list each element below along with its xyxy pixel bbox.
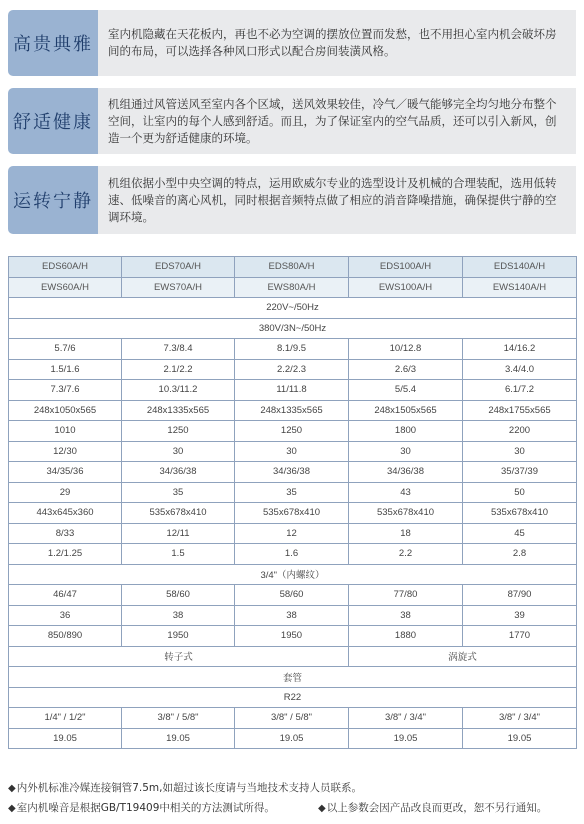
table-cell: 10/12.8 — [349, 339, 463, 360]
pipe-size: 3/8" / 3/4" — [463, 708, 577, 729]
table-row — [9, 585, 577, 606]
table-cell: 248x1755x565 — [463, 400, 577, 421]
table-cell: 35/37/39 — [463, 462, 577, 483]
footnote-text: 室内机噪音是根据GB/T19409中相关的方法测试所得。 — [16, 802, 275, 814]
table-cell: 10.3/11.2 — [122, 380, 235, 401]
outdoor-model: EWS60A/H — [9, 277, 122, 298]
table-row — [9, 359, 577, 380]
table-cell: 2200 — [463, 421, 577, 442]
table-row — [9, 441, 577, 462]
drain-pipe: 3/4"（内螺纹） — [9, 564, 577, 585]
pipe-size: 3/8" / 5/8" — [122, 708, 235, 729]
table-cell: 30 — [349, 441, 463, 462]
table-cell: 35 — [122, 482, 235, 503]
table-cell: 46/47 — [9, 585, 122, 606]
table-cell: 19.05 — [349, 728, 463, 749]
table-cell: 11/11.8 — [235, 380, 349, 401]
table-cell: 34/35/36 — [9, 462, 122, 483]
outdoor-model: EWS70A/H — [122, 277, 235, 298]
table-cell: 38 — [235, 605, 349, 626]
feature-title: 舒适健康 — [8, 88, 98, 154]
table-row — [9, 339, 577, 360]
table-row — [9, 667, 577, 688]
table-cell: 12 — [235, 523, 349, 544]
table-cell: 30 — [235, 441, 349, 462]
indoor-model: EDS70A/H — [122, 257, 235, 278]
power-outdoor: 380V/3N~/50Hz — [9, 318, 577, 339]
table-cell: 45 — [463, 523, 577, 544]
table-cell: 1950 — [235, 626, 349, 647]
table-cell: 1010 — [9, 421, 122, 442]
table-cell: 34/36/38 — [349, 462, 463, 483]
table-cell: 35 — [235, 482, 349, 503]
table-cell: 19.05 — [9, 728, 122, 749]
table-cell: 248x1505x565 — [349, 400, 463, 421]
table-row — [9, 400, 577, 421]
table-row — [9, 503, 577, 524]
table-cell: 248x1050x565 — [9, 400, 122, 421]
feature-description: 室内机隐藏在天花板内，再也不必为空调的摆放位置而发愁，也不用担心室内机会破坏房间的布局，可以选择各种风口形式以配合房间装潢风格。 — [98, 10, 576, 76]
feature-description: 机组通过风管送风至室内各个区域，送风效果较佳，冷气／暖气能够完全均匀地分布整个空间，让室内的每个人感到舒适。而且，为了保证室内的空气品质，还可以引入新风，创造一个更为舒适健康的环境。 — [98, 88, 576, 154]
table-cell: 1250 — [122, 421, 235, 442]
table-cell: 77/80 — [349, 585, 463, 606]
table-cell: 1880 — [349, 626, 463, 647]
pipe-size: 1/4" / 1/2" — [9, 708, 122, 729]
table-cell: 535x678x410 — [463, 503, 577, 524]
compressor-rotor: 转子式 — [9, 646, 349, 667]
table-cell: 19.05 — [122, 728, 235, 749]
table-cell: 2.8 — [463, 544, 577, 565]
table-cell: 5.7/6 — [9, 339, 122, 360]
bullet-icon: ◆ — [318, 803, 326, 814]
table-cell: 38 — [349, 605, 463, 626]
indoor-model: EDS80A/H — [235, 257, 349, 278]
table-cell: 1.6 — [235, 544, 349, 565]
table-cell: 535x678x410 — [349, 503, 463, 524]
table-cell: 8.1/9.5 — [235, 339, 349, 360]
table-row — [9, 687, 577, 708]
table-cell: 248x1335x565 — [122, 400, 235, 421]
compressor-scroll: 涡旋式 — [349, 646, 577, 667]
table-cell: 1770 — [463, 626, 577, 647]
table-cell: 443x645x360 — [9, 503, 122, 524]
table-cell: 1.5 — [122, 544, 235, 565]
table-cell: 18 — [349, 523, 463, 544]
indoor-model: EDS100A/H — [349, 257, 463, 278]
table-row — [9, 257, 577, 278]
table-cell: 29 — [9, 482, 122, 503]
table-cell: 3.4/4.0 — [463, 359, 577, 380]
table-row — [9, 298, 577, 319]
table-cell: 34/36/38 — [122, 462, 235, 483]
table-cell: 19.05 — [235, 728, 349, 749]
table-cell: 1.2/1.25 — [9, 544, 122, 565]
bullet-icon: ◆ — [8, 803, 16, 814]
table-cell: 850/890 — [9, 626, 122, 647]
table-cell: 6.1/7.2 — [463, 380, 577, 401]
feature-title: 运转宁静 — [8, 166, 98, 234]
feature-quiet — [8, 166, 576, 234]
footnote-text: 以上参数会因产品改良而更改，恕不另行通知。 — [326, 802, 548, 814]
footnote-noise — [8, 800, 275, 815]
table-cell: 34/36/38 — [235, 462, 349, 483]
feature-healthy — [8, 88, 576, 154]
feature-elegant — [8, 10, 576, 76]
table-row — [9, 318, 577, 339]
table-cell: 87/90 — [463, 585, 577, 606]
bullet-icon: ◆ — [8, 783, 16, 794]
table-cell: 248x1335x565 — [235, 400, 349, 421]
table-cell: 2.1/2.2 — [122, 359, 235, 380]
table-cell: 50 — [463, 482, 577, 503]
connection-type: 套管 — [9, 667, 577, 688]
table-cell: 8/33 — [9, 523, 122, 544]
outdoor-model: EWS140A/H — [463, 277, 577, 298]
table-row — [9, 462, 577, 483]
table-row — [9, 421, 577, 442]
spec-table — [8, 256, 577, 749]
table-cell: 5/5.4 — [349, 380, 463, 401]
table-row — [9, 523, 577, 544]
pipe-size: 3/8" / 5/8" — [235, 708, 349, 729]
table-cell: 1950 — [122, 626, 235, 647]
table-row — [9, 564, 577, 585]
table-cell: 14/16.2 — [463, 339, 577, 360]
table-row — [9, 277, 577, 298]
table-row — [9, 728, 577, 749]
footnote-pipe-length — [8, 780, 362, 795]
table-cell: 1800 — [349, 421, 463, 442]
table-cell: 43 — [349, 482, 463, 503]
table-cell: 38 — [122, 605, 235, 626]
table-cell: 535x678x410 — [122, 503, 235, 524]
table-cell: 2.6/3 — [349, 359, 463, 380]
table-row — [9, 646, 577, 667]
table-cell: 30 — [463, 441, 577, 462]
footnote-text: 内外机标准冷媒连接铜管7.5m,如超过该长度请与当地技术支持人员联系。 — [16, 782, 362, 794]
table-cell: 2.2/2.3 — [235, 359, 349, 380]
pipe-size: 3/8" / 3/4" — [349, 708, 463, 729]
table-cell: 1250 — [235, 421, 349, 442]
table-cell: 12/30 — [9, 441, 122, 462]
indoor-model: EDS140A/H — [463, 257, 577, 278]
table-cell: 58/60 — [235, 585, 349, 606]
table-cell: 2.2 — [349, 544, 463, 565]
indoor-model: EDS60A/H — [9, 257, 122, 278]
table-row — [9, 482, 577, 503]
table-row — [9, 605, 577, 626]
table-cell: 39 — [463, 605, 577, 626]
table-cell: 30 — [122, 441, 235, 462]
power-indoor: 220V~/50Hz — [9, 298, 577, 319]
table-row — [9, 380, 577, 401]
table-cell: 36 — [9, 605, 122, 626]
feature-title: 高贵典雅 — [8, 10, 98, 76]
table-row — [9, 708, 577, 729]
table-row — [9, 626, 577, 647]
table-cell: 7.3/7.6 — [9, 380, 122, 401]
table-cell: 12/11 — [122, 523, 235, 544]
table-cell: 58/60 — [122, 585, 235, 606]
feature-description: 机组依据小型中央空调的特点，运用欧威尔专业的选型设计及机械的合理装配，选用低转速、低噪音的离心风机，同时根据音频特点做了相应的消音降噪措施，确保提供宁静的空调环境。 — [98, 166, 576, 234]
outdoor-model: EWS80A/H — [235, 277, 349, 298]
table-cell: 7.3/8.4 — [122, 339, 235, 360]
outdoor-model: EWS100A/H — [349, 277, 463, 298]
table-cell: 19.05 — [463, 728, 577, 749]
table-cell: 1.5/1.6 — [9, 359, 122, 380]
table-cell: 535x678x410 — [235, 503, 349, 524]
table-row — [9, 544, 577, 565]
refrigerant: R22 — [9, 687, 577, 708]
footnote-disclaimer — [318, 800, 547, 815]
